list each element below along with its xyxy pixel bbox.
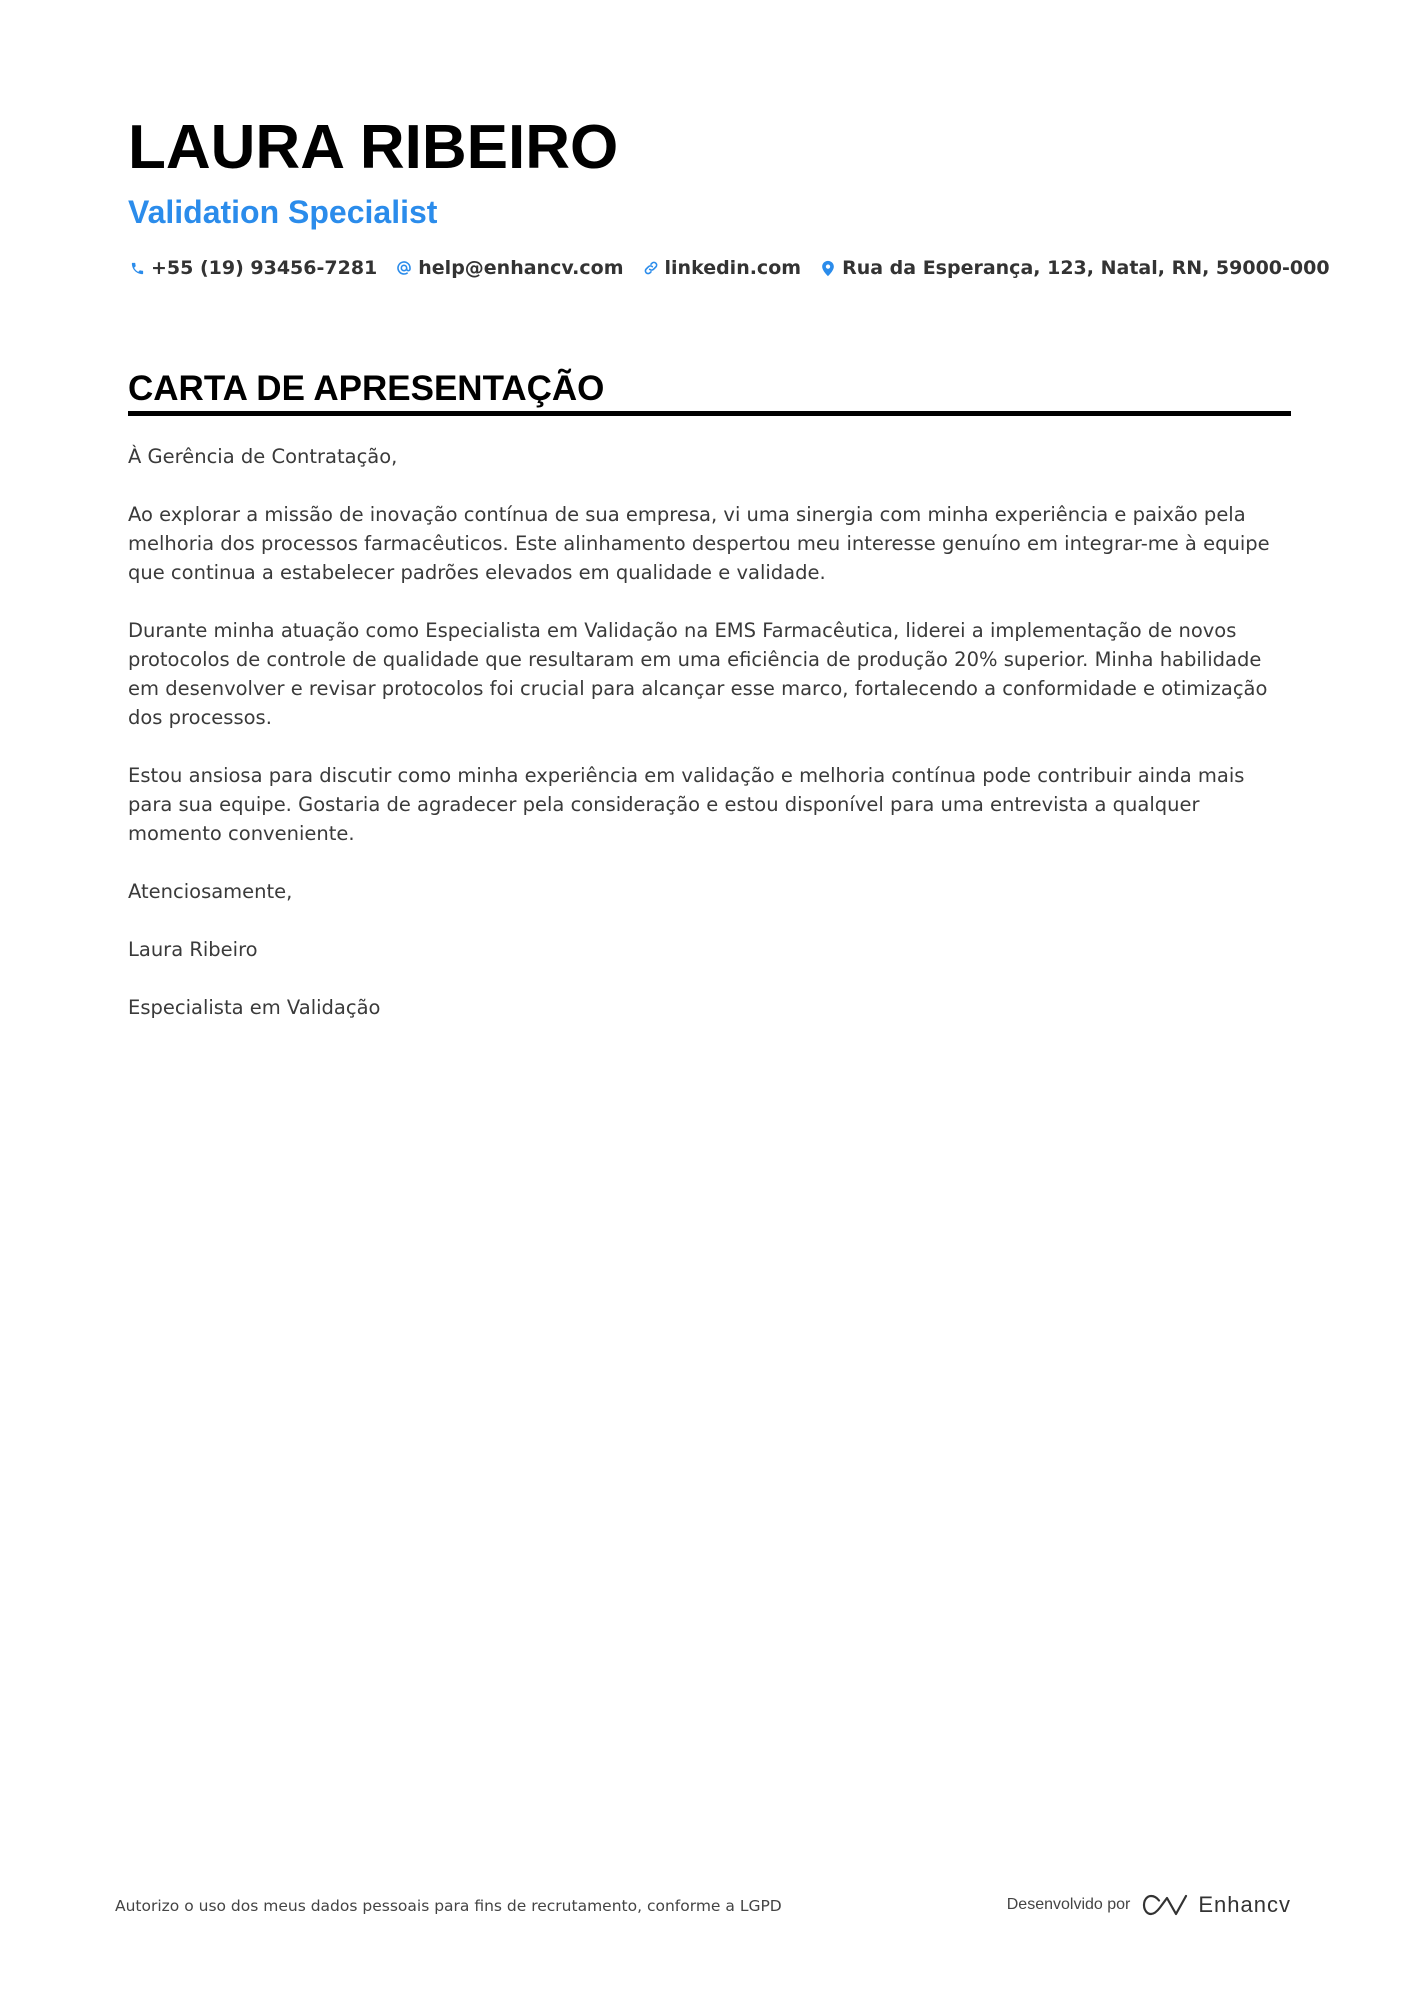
- letter-closing: Atenciosamente,: [128, 880, 293, 903]
- at-icon: [395, 258, 413, 278]
- section-divider: [128, 411, 1291, 416]
- contact-email[interactable]: [395, 253, 623, 283]
- contact-linkedin[interactable]: [642, 253, 802, 283]
- letter-paragraph: Estou ansiosa para discutir como minha experiência em validação e melhoria contínua pode contribuir ainda mais para sua equipe. Gostaria de agradecer pela consideração e estou disponível para uma entrevista a qualquer momento conveniente.: [128, 764, 1245, 845]
- letter-body: [128, 442, 1291, 1051]
- contact-address: [819, 253, 1330, 283]
- link-icon: [642, 258, 660, 278]
- candidate-name: LAURA RIBEIRO: [128, 113, 619, 182]
- enhancv-logo-icon: [1142, 1893, 1188, 1917]
- contact-address-text: Rua da Esperança, 123, Natal, RN, 59000-000: [842, 257, 1330, 279]
- footer-branding[interactable]: [1007, 1892, 1291, 1918]
- contact-bar: [128, 253, 1348, 283]
- enhancv-logo[interactable]: [1142, 1892, 1291, 1918]
- job-title: Validation Specialist: [128, 194, 438, 230]
- signature-title: Especialista em Validação: [128, 996, 381, 1019]
- letter-paragraph: Durante minha atuação como Especialista em Validação na EMS Farmacêutica, liderei a implementação de novos protocolos de controle de qualidade que resultaram em uma eficiência de produção 20% superior. Minha habilidade em desenvolver e revisar protocolos foi crucial para alcançar esse marco, fortalecendo a conformidade e otimização dos processos.: [128, 619, 1268, 729]
- contact-linkedin-text[interactable]: linkedin.com: [664, 257, 802, 279]
- footer-consent-text: Autorizo o uso dos meus dados pessoais para fins de recrutamento, conforme a LGPD: [115, 1897, 782, 1915]
- phone-icon: [128, 258, 146, 278]
- contact-email-text[interactable]: help@enhancv.com: [418, 257, 624, 279]
- letter-salutation: À Gerência de Contratação,: [128, 445, 398, 468]
- powered-by-label: Desenvolvido por: [1006, 1896, 1131, 1913]
- brand-name: Enhancv: [1198, 1892, 1291, 1917]
- contact-phone: [128, 253, 377, 283]
- section-title: CARTA DE APRESENTAÇÃO: [128, 369, 605, 408]
- location-pin-icon: [819, 258, 837, 278]
- signature-name: Laura Ribeiro: [128, 938, 258, 961]
- letter-paragraph: Ao explorar a missão de inovação contínua de sua empresa, vi uma sinergia com minha experiência e paixão pela melhoria dos processos farmacêuticos. Este alinhamento despertou meu interesse genuíno em integrar-me à equipe que continua a estabelecer padrões elevados em qualidade e validade.: [128, 503, 1270, 584]
- contact-phone-text: +55 (19) 93456-7281: [151, 257, 378, 279]
